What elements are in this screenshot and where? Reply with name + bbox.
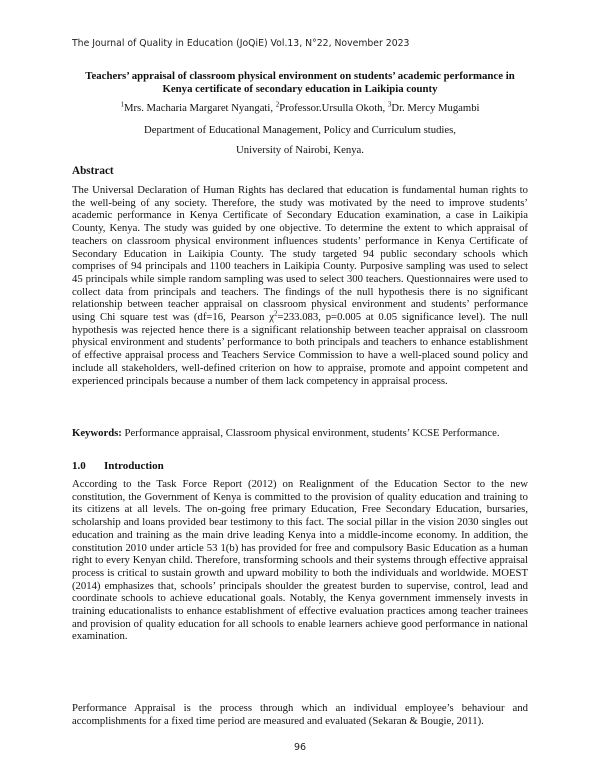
author-2-name: Professor.Ursulla Okoth, (279, 102, 388, 114)
abstract-text-part2: =233.083, p=0.005 at 0.05 significance level). The null hypothesis was rejected hence there is a significant relationship between teacher appraisal on classroom physical environment and students’ performance to both principals and teachers to enhance establishment of effective appraisal process and Teachers Service Commission to have a well-placed sound policy and include all stakeholders, well-defined criterion on how to appraise, promote and appoint competent and experienced principals because a number of them lack competency in appraisal process. (72, 311, 528, 387)
keywords-text: Performance appraisal, Classroom physical environment, students’ KCSE Performance. (121, 427, 500, 439)
author-3-index: 3 (387, 100, 392, 109)
author-1-name: Mrs. Macharia Margaret Nyangati, (123, 102, 276, 114)
chi-symbol: χ (269, 311, 274, 324)
introduction-paragraph-2: Performance Appraisal is the process through which an individual employee’s behaviour and accomplishments for a fixed time period are measured and evaluated (Sekaran & Bougie, 2011). (72, 702, 528, 727)
author-3-name: Dr. Mercy Mugambi (391, 102, 480, 114)
keywords (72, 427, 528, 440)
affiliation-university: University of Nairobi, Kenya. (236, 144, 364, 156)
author-2-index: 2 (275, 100, 280, 109)
author-1-index: 1 (120, 100, 124, 109)
abstract-text-part1: The Universal Declaration of Human Rights has declared that education is fundamental human rights to the well-being of any society. Therefore, the study was motivated by the need to improve students’ academic performance in Kenya Certificate of Secondary Education examination, a case in Laikipia County, Kenya. The study was guided by one objective. To determine the extent to which appraisal of teachers on classroom physical environment influences students’ performance in Kenya Certificate of Secondary Education in Laikipia County. The study targeted 94 public secondary schools which comprises of 94 principals and 1100 teachers in Laikipia County. Purposive sampling was used to select 45 principals while simple random sampling was used to select 300 teachers. Questionnaires were used to collect data from principals and teachers. The findings of the null hypothesis there is no significant relationship between teacher appraisal on classroom physical environment and students’ performance using Chi square test was (df=16, Pearson (72, 184, 528, 324)
author-list (72, 102, 528, 115)
chi-superscript: 2 (273, 309, 278, 318)
keywords-label: Keywords: (72, 427, 122, 439)
abstract-body (72, 184, 528, 387)
abstract-heading: Abstract (72, 165, 114, 177)
article-title: Teachers’ appraisal of classroom physical environment on students’ academic performance in Kenya certificate of secondary education in Laikipia county (85, 70, 515, 95)
journal-header: The Journal of Quality in Education (JoQiE) Vol.13, N°22, November 2023 (72, 38, 410, 49)
page-number: 96 (293, 742, 307, 753)
introduction-paragraph-1: According to the Task Force Report (2012) on Realignment of the Education Sector to the new constitution, the Government of Kenya is committed to the provision of quality education and training to its citizens at all levels. The on-going free primary Education, Free Secondary Education, bursaries, scholarship and loans provided bear testimony to this fact. The social pillar in the vision 2030 singles out education and training as the main drive leading Kenya into a middle-income economy. In addition, the constitution 2010 under article 53 1(b) has provided for free and compulsory Basic Education as a human right to every Kenyan child. Therefore, transforming schools and their systems through effective appraisal process is critical to sustain growth and upward mobility to both the individuals and worldwide. MOEST (2014) emphasizes that, schools’ principals shoulder the greatest burden to supervise, control, lead and coordinate schools to achieve educational goals. Notably, the Kenya government immensely invests in training educationalists to enhance establishment of effective evaluation practices among teacher trainees and provision of quality education for all schools to enable learners achieve good performance in national examination. (72, 478, 528, 643)
section-number: 1.0 (72, 460, 86, 472)
introduction-heading (72, 460, 528, 473)
section-title: Introduction (104, 460, 164, 472)
affiliation-department: Department of Educational Management, Policy and Curriculum studies, (144, 124, 456, 136)
